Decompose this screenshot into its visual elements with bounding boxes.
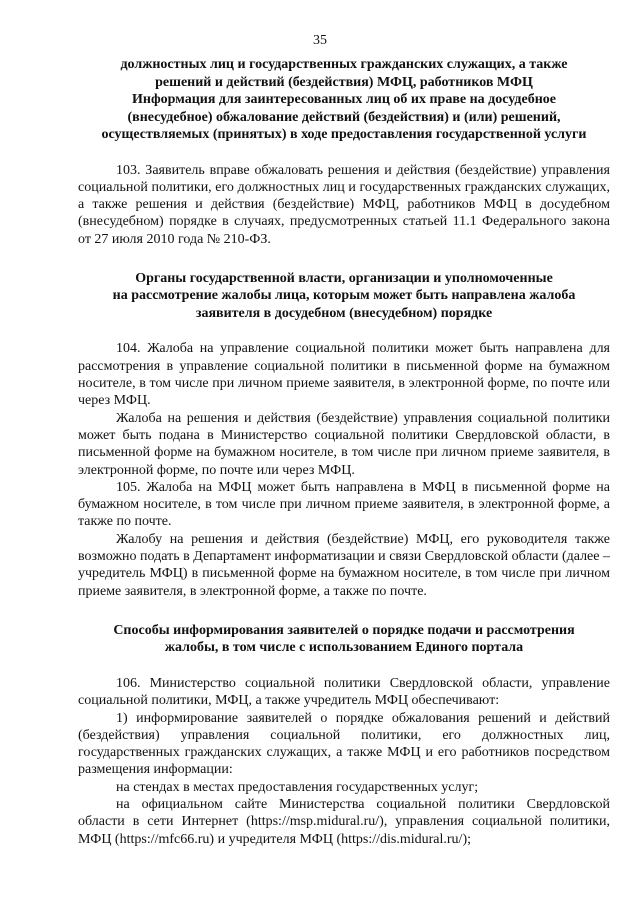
heading-line: Способы информирования заявителей о порядке подачи и рассмотрения (113, 622, 575, 638)
section-heading-appeal-rights (78, 56, 610, 144)
heading-line: жалобы, в том числе с использованием Единого портала (164, 640, 524, 656)
paragraph-106-item-1: 1) информирование заявителей о порядке обжалования решений и действий (бездействия) управления социальной политики, его должностных лиц, государственных гражданских служащих, а также МФЦ и его работников посредством размещения информации: (78, 710, 610, 778)
heading-line: (внесудебное) обжалование действий (бездействия) и (или) решений, (127, 109, 561, 125)
heading-line: заявителя в досудебном (внесудебном) порядке (195, 305, 493, 321)
paragraph-105: 105. Жалоба на МФЦ может быть направлена в МФЦ в письменной форме на бумажном носителе, в том числе при личном приеме заявителя, в электронной форме, а также по почте. (78, 479, 610, 530)
heading-line: на рассмотрение жалобы лица, которым может быть направлена жалоба (112, 288, 576, 304)
paragraph-106-stands: на стендах в местах предоставления государственных услуг; (116, 779, 479, 795)
section-heading-informing-methods (78, 622, 610, 657)
heading-line: должностных лиц и государственных гражданских служащих, а также (120, 57, 568, 72)
heading-line: осуществляемых (принятых) в ходе предоставления государственной услуги (101, 127, 587, 142)
paragraph-106-websites: на официальном сайте Министерства социальной политики Свердловской области в сети Интернет (https://msp.midural.ru/), управления социальной политики, МФЦ (https://mfc66.ru) и учредителя МФЦ (https://dis.midural.ru/); (78, 797, 610, 847)
paragraph-103: 103. Заявитель вправе обжаловать решения и действия (бездействие) управления социальной политики, его должностных лиц и государственных гражданских служащих, а также решения и действия (бездействие) МФЦ, работников МФЦ в досудебном (внесудебном) порядке в случаях, предусмотренных статьей 11.1 Федерального закона от 27 июля 2010 года № 210-ФЗ. (78, 162, 610, 247)
section-heading-complaint-bodies (78, 270, 610, 323)
heading-line: решений и действий (бездействия) МФЦ, работников МФЦ (155, 74, 533, 90)
document-body (78, 56, 610, 848)
paragraph-105-continued: Жалобу на решения и действия (бездействие) МФЦ, его руководителя также возможно подать в Департамент информатизации и связи Свердловской области (далее – учредитель МФЦ) в письменной форме на бумажном носителе, в том числе при личном приеме заявителя, в электронной форме, а также по почте. (78, 531, 610, 599)
heading-line: Информация для заинтересованных лиц об их праве на досудебное (132, 92, 556, 107)
paragraph-104: 104. Жалоба на управление социальной политики может быть направлена для рассмотрения в управление социальной политики в письменной форме на бумажном носителе, в том числе при личном приеме заявителя, в электронной форме, по почте или через МФЦ. (78, 341, 610, 409)
paragraph-106: 106. Министерство социальной политики Свердловской области, управление социальной политики, МФЦ, а также учредитель МФЦ обеспечивают: (78, 675, 610, 709)
paragraph-104-continued: Жалоба на решения и действия (бездействие) управления социальной политики может быть подана в Министерство социальной политики Свердловской области, в письменной форме на бумажном носителе, в том числе при личном приеме заявителя, в электронной форме, по почте или через МФЦ. (78, 410, 610, 478)
page-number: 35 (313, 33, 327, 48)
heading-line: Органы государственной власти, организации и уполномоченные (135, 270, 553, 286)
